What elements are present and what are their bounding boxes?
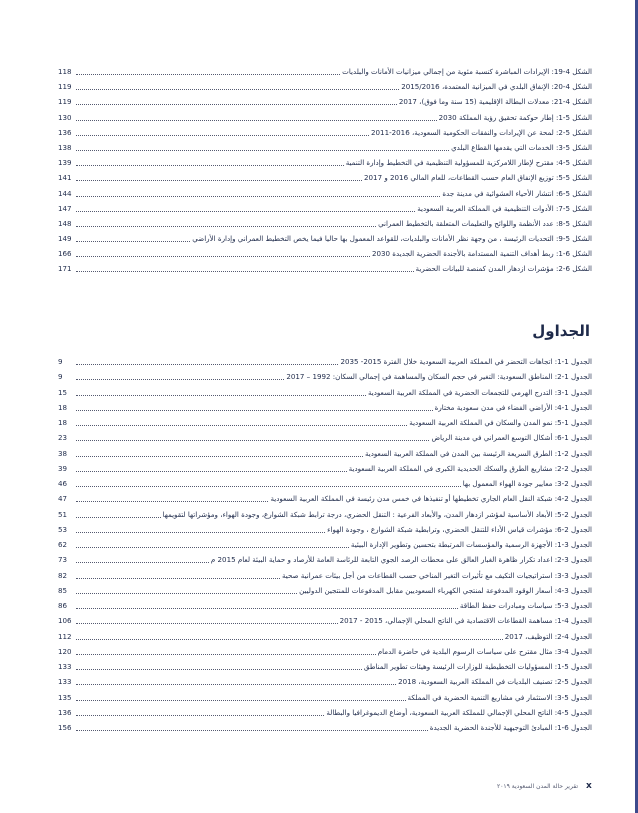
table-entry[interactable] (58, 415, 592, 430)
dot-leader (76, 522, 325, 533)
figure-entry[interactable] (58, 201, 592, 216)
dot-leader (76, 568, 280, 579)
table-entry[interactable] (58, 644, 592, 659)
table-entry-label: الجدول 3-1: الأجهزة الرسمية والمؤسسات المرتبطة بتحسين وتطوير الإدارة البيئية (350, 540, 592, 549)
figure-entry-label: الشكل 4-19: الإيرادات المباشرة كنسبة مئوية من إجمالي ميزانيات الأمانات والبلديات (342, 67, 592, 76)
table-entry-label: الجدول 5-3: الاستثمار في مشاريع التنمية الحضرية في المملكة (407, 692, 592, 702)
dot-leader (76, 170, 362, 181)
figure-entry[interactable] (58, 110, 592, 125)
figure-entry[interactable] (58, 140, 592, 155)
figure-entry-label: الشكل 4-21: معدلات البطالة الإقليمية (15 سنة وما فوق)، 2017 (398, 97, 592, 107)
table-entry-label: الجدول 3-2: اعداد تكرار ظاهرة الغبار العالق على محطات الرصد الجوي التابعة للرئاسة العامة للأرصاد و حماية البيئة لعام 2015 م (210, 555, 592, 565)
figure-entry-page: 118 (58, 67, 72, 76)
table-entry-label: الجدول 4-3: مثال مقترح على سياسات الرسوم البلدية في حاضرة الدمام (377, 646, 592, 656)
figure-entry-page: 141 (58, 173, 72, 183)
dot-leader (76, 231, 190, 242)
table-entry-page: 38 (58, 448, 68, 458)
table-entry[interactable] (58, 598, 592, 613)
figure-entry-page: 139 (58, 158, 72, 168)
table-entry-label: الجدول 2-1: الطرق السريعة الرئيسة بين المدن في المملكة العربية السعودية (364, 448, 592, 458)
figure-entry-label: الشكل 4-20: الإنفاق البلدي في الميزانية المعتمدة، 2015/2016 (401, 82, 592, 92)
table-entry[interactable] (58, 690, 592, 705)
table-entry-label: الجدول 1-2: المناطق السعودية: التغير في حجم السكان والمساهمة في إجمالي السكان: 1992 – 2017 (286, 372, 592, 382)
dot-leader (76, 64, 340, 75)
table-entry-page: 136 (58, 707, 72, 717)
tables-list (58, 354, 592, 735)
figure-entry-page: 166 (58, 249, 72, 259)
figure-entry[interactable] (58, 261, 592, 276)
dot-leader (76, 705, 324, 716)
table-entry[interactable] (58, 461, 592, 476)
table-entry-label: الجدول 3-3: استراتيجيات التكيف مع تأثيرات التغير المناخي حسب القطاعات من أجل بيئات عمرانية صحية (282, 570, 592, 580)
dot-leader (76, 125, 369, 136)
table-entry[interactable] (58, 369, 592, 384)
dot-leader (76, 354, 338, 365)
dot-leader (76, 507, 161, 518)
figure-entry[interactable] (58, 170, 592, 185)
figure-entry-page: 149 (58, 234, 72, 244)
page-footer (0, 781, 638, 795)
figure-entry-page: 136 (58, 127, 72, 137)
dot-leader (76, 720, 428, 731)
figure-entry-label: الشكل 5-1: إطار حوكمة تحقيق رؤية المملكة 2030 (438, 112, 592, 122)
table-entry-page: 156 (58, 723, 72, 732)
dot-leader (76, 690, 406, 701)
dot-leader (76, 598, 458, 609)
table-entry-page: 135 (58, 692, 72, 702)
dot-leader (76, 261, 414, 272)
table-entry[interactable] (58, 491, 592, 506)
dot-leader (76, 94, 397, 105)
figure-entry-label: الشكل 6-2: مؤشرات ازدهار المدن كمنصة للبيانات الحضرية (415, 264, 592, 274)
figure-entry-label: الشكل 6-1: ربط أهداف التنمية المستدامة بالأجندة الحضرية الجديدة 2030 (371, 249, 592, 259)
table-entry-label: الجدول 1-6: أشكال التوسع العمراني في مدينة الرياض (431, 433, 592, 443)
figure-entry[interactable] (58, 64, 592, 79)
dot-leader (76, 491, 268, 502)
dot-leader (76, 385, 366, 396)
table-entry-page: 133 (58, 677, 72, 687)
figure-entry-label: الشكل 5-7: الأدوات التنظيمية في المملكة العربية السعودية (417, 203, 592, 213)
table-entry-page: 85 (58, 585, 68, 595)
table-entry-page: 18 (58, 402, 68, 412)
footer-report-title: تقرير حالة المدن السعودية ٢٠١٩ (496, 783, 578, 790)
table-entry[interactable] (58, 446, 592, 461)
figure-entry-page: 119 (58, 97, 72, 107)
table-entry[interactable] (58, 568, 592, 583)
table-entry[interactable] (58, 613, 592, 628)
figure-entry-label: الشكل 5-5: توزيع الإنفاق العام حسب القطاعات، للعام المالي 2016 و 2017 (364, 173, 592, 183)
figure-entry-label: الشكل 5-8: عدد الأنظمة واللوائح والتعليمات المتعلقة بالتخطيط العمراني (378, 218, 592, 228)
figure-entry[interactable] (58, 231, 592, 246)
table-entry-page: 39 (58, 463, 68, 473)
dot-leader (76, 644, 376, 655)
figure-entry-label: الشكل 5-9: التحديات الرئيسة ، من وجهة نظر الأمانات والبلديات، للقواعد المعمول بها حاليا فيما يخص التخطيط العمراني وإدارة الأراضي (192, 234, 592, 244)
dot-leader (76, 415, 407, 426)
table-entry-page: 133 (58, 662, 72, 671)
figure-entry[interactable] (58, 186, 592, 201)
figure-entry[interactable] (58, 79, 592, 94)
dot-leader (76, 79, 399, 90)
table-entry-label: الجدول 2-6: مؤشرات قياس الأداء للتنقل الحضري، وترابطية شبكة الشوارع ، وجودة الهواء (327, 524, 592, 534)
table-entry-label: الجدول 6-1: المبادئ التوجيهية للأجندة الحضرية الجديدة (429, 723, 592, 732)
figure-entry[interactable] (58, 246, 592, 261)
table-entry-page: 62 (58, 540, 68, 549)
dot-leader (76, 659, 362, 670)
table-entry[interactable] (58, 354, 592, 369)
table-entry-page: 51 (58, 509, 68, 519)
dot-leader (76, 216, 376, 227)
table-entry[interactable] (58, 522, 592, 537)
footer-page-number: x (586, 781, 592, 791)
table-entry[interactable] (58, 629, 592, 644)
dot-leader (76, 400, 433, 411)
table-entry-label: الجدول 2-5: الأبعاد الأساسية لمؤشر ازدهار المدن، والأبعاد الفرعية : التنقل الحضري، درجة ترابط شبكة الشوارع، وجودة الهواء، ومؤشراتها لتقويمها (162, 509, 592, 519)
dot-leader (76, 629, 503, 640)
dot-leader (76, 201, 415, 212)
figures-list (58, 64, 592, 277)
table-entry[interactable] (58, 674, 592, 689)
figure-entry[interactable] (58, 216, 592, 231)
figure-entry-page: 171 (58, 264, 72, 274)
tables-heading: الجداول (532, 322, 590, 340)
figure-entry-page: 130 (58, 112, 72, 122)
dot-leader (76, 461, 347, 472)
figure-entry-label: الشكل 5-3: الخدمات التي يقدمها القطاع البلدي (451, 142, 592, 152)
table-entry[interactable] (58, 476, 592, 491)
figure-entry[interactable] (58, 94, 592, 109)
table-entry-page: 73 (58, 555, 68, 565)
table-entry[interactable] (58, 385, 592, 400)
table-entry-label: الجدول 5-1: المسؤوليات التخطيطية للوزارات الرئيسة وهيئات تطوير المناطق (363, 662, 592, 671)
figure-entry-page: 138 (58, 142, 72, 152)
table-entry[interactable] (58, 552, 592, 567)
table-entry-page: 15 (58, 387, 68, 397)
dot-leader (76, 613, 338, 624)
table-entry-page: 112 (58, 631, 72, 641)
table-entry[interactable] (58, 537, 592, 552)
dot-leader (76, 583, 297, 594)
table-entry[interactable] (58, 705, 592, 720)
table-entry-label: الجدول 1-3: التدرج الهرمي للتجمعات الحضرية في المملكة العربية السعودية (367, 387, 592, 397)
table-entry[interactable] (58, 659, 592, 674)
dot-leader (76, 186, 440, 197)
table-entry-page: 46 (58, 479, 68, 488)
dot-leader (76, 110, 437, 121)
table-entry-label: الجدول 1-5: نمو المدن والسكان في المملكة العربية السعودية (409, 418, 592, 427)
dot-leader (76, 537, 349, 548)
table-entry-page: 9 (58, 357, 63, 366)
table-entry-label: الجدول 3-4: أسعار الوقود المدفوعة لمنتجي الكهرباء السعوديين مقابل المدفوعات للمنتجين الدوليين (299, 585, 592, 595)
table-entry-page: 120 (58, 646, 72, 656)
table-entry-page: 82 (58, 570, 68, 580)
dot-leader (76, 246, 370, 257)
table-entry-label: الجدول 4-1: مساهمة القطاعات الاقتصادية في الناتج المحلي الإجمالي، 2015 - 2017 (339, 616, 592, 626)
figure-entry-page: 148 (58, 218, 72, 228)
table-entry-page: 23 (58, 433, 68, 443)
table-entry-label: الجدول 1-4: الأراضي الفضاء في مدن سعودية مختارة (434, 402, 592, 412)
figure-entry[interactable] (58, 125, 592, 140)
table-entry-page: 53 (58, 524, 68, 534)
dot-leader (76, 430, 429, 441)
table-entry-label: الجدول 1-1: اتجاهات التحضر في المملكة العربية السعودية خلال الفترة 2015- 2035 (340, 357, 592, 366)
figure-entry[interactable] (58, 155, 592, 170)
table-entry-label: الجدول 2-2: مشاريع الطرق والسكك الحديدية الكبرى في المملكة العربية السعودية (348, 463, 592, 473)
table-entry-page: 86 (58, 601, 68, 610)
table-entry-page: 9 (58, 372, 63, 382)
figure-entry-label: الشكل 5-2: لمحة عن الإيرادات والنفقات الحكومية السعودية، 2016-2011 (371, 127, 592, 137)
dot-leader (76, 369, 284, 380)
table-entry[interactable] (58, 583, 592, 598)
table-entry-label: الجدول 5-4: الناتج المحلي الإجمالي للمملكة العربية السعودية، أوضاع الديموغرافيا والبطالة (326, 707, 592, 717)
table-entry-label: الجدول 2-4: شبكة النقل العام الجاري تخطيطها أو تنفيذها في خمس مدن رئيسة في المملكة العربية السعودية (270, 494, 592, 504)
dot-leader (76, 140, 449, 151)
table-entry-page: 18 (58, 418, 68, 427)
dot-leader (76, 674, 396, 685)
figure-entry-page: 144 (58, 188, 72, 198)
figure-entry-page: 147 (58, 203, 72, 213)
table-entry[interactable] (58, 430, 592, 445)
dot-leader (76, 476, 461, 487)
table-entry-label: الجدول 3-5: سياسات ومبادرات حفظ الطاقة (459, 601, 592, 610)
table-entry-label: الجدول 4-2: التوظيف، 2017 (504, 631, 592, 641)
table-entry[interactable] (58, 720, 592, 735)
figure-entry-label: الشكل 5-6: انتشار الأحياء العشوائية في مدينة جدة (442, 188, 592, 198)
table-entry-page: 106 (58, 616, 72, 626)
figure-entry-label: الشكل 5-4: مقترح لإطار اللامركزية للمسؤولية التنظيمية في التخطيط وإدارة التنمية (345, 158, 592, 168)
dot-leader (76, 446, 363, 457)
dot-leader (76, 552, 209, 563)
table-entry-label: الجدول 5-2: تصنيف البلديات في المملكة العربية السعودية، 2018 (398, 677, 592, 687)
table-entry-page: 47 (58, 494, 68, 504)
table-entry[interactable] (58, 400, 592, 415)
table-entry-label: الجدول 2-3: معايير جودة الهواء المعمول بها (462, 479, 592, 488)
table-entry[interactable] (58, 507, 592, 522)
dot-leader (76, 155, 344, 166)
figure-entry-page: 119 (58, 82, 72, 92)
